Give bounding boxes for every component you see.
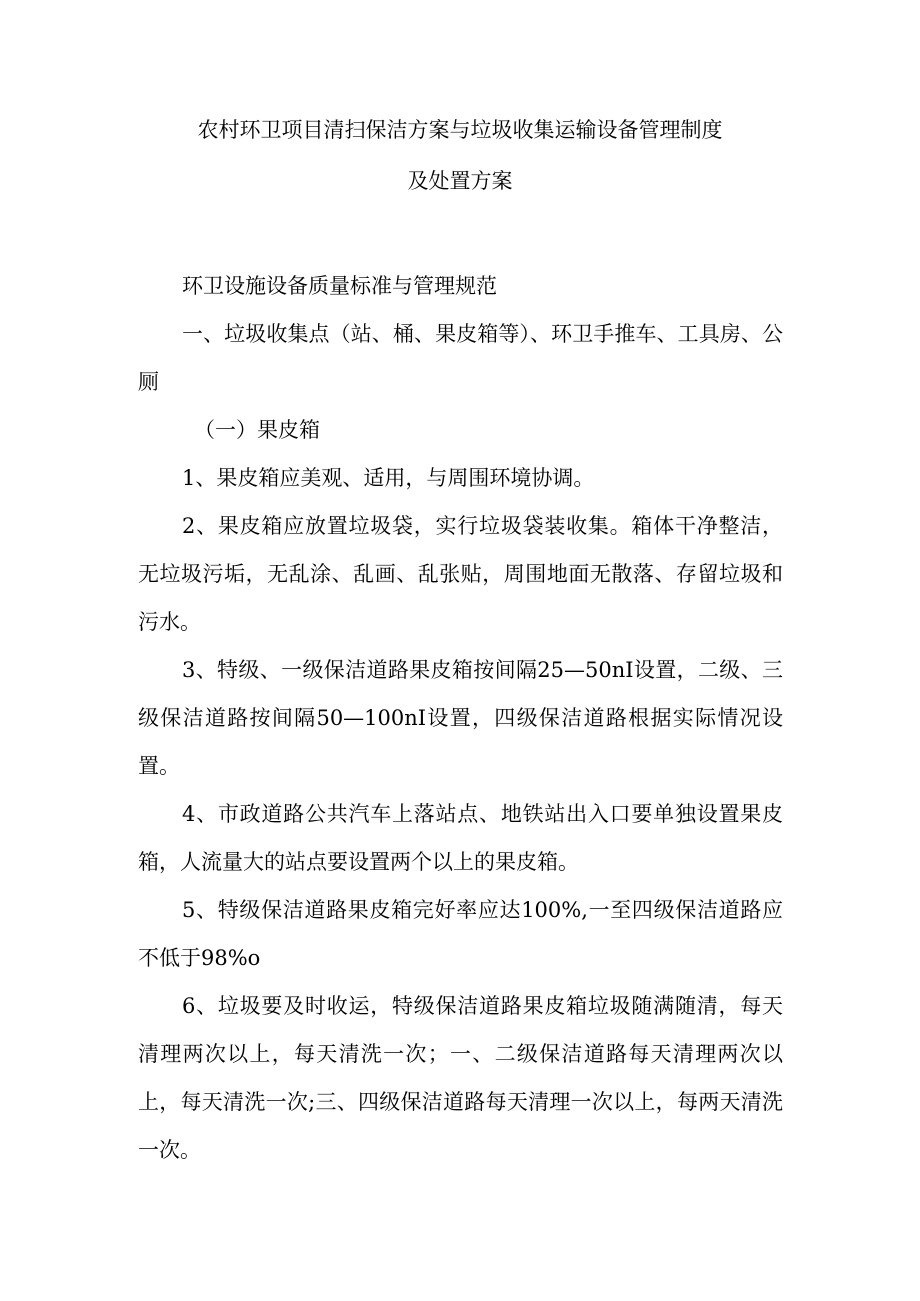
paragraph-item-1: 1、果皮箱应美观、适用，与周围环境协调。 xyxy=(182,466,595,490)
section-heading: 环卫设施设备质量标准与管理规范 xyxy=(182,274,497,298)
paragraph-item-3: 3、特级、一级保洁道路果皮箱按间隔25—50nI设置，二级、三级保洁道路按间隔50—100nI设置，四级保洁道路根据实际情况设置。 xyxy=(138,658,783,778)
part-heading: 一、垃圾收集点（站、桶、果皮箱等）、环卫手推车、工具房、公厕 xyxy=(138,322,783,394)
document-title-line1: 农村环卫项目清扫保洁方案与垃圾收集运输设备管理制度 xyxy=(197,118,723,142)
paragraph-item-6: 6、垃圾要及时收运，特级保洁道路果皮箱垃圾随满随清，每天清理两次以上，每天清洗一次；一、二级保洁道路每天清理两次以上，每天清洗一次;三、四级保洁道路每天清理一次以上，每两天清洗一次。 xyxy=(138,994,783,1162)
paragraph-item-5: 5、特级保洁道路果皮箱完好率应达100%,一至四级保洁道路应不低于98%o xyxy=(138,898,783,970)
paragraph-item-2: 2、果皮箱应放置垃圾袋，实行垃圾袋装收集。箱体干净整洁，无垃圾污垢，无乱涂、乱画、乱张贴，周围地面无散落、存留垃圾和污水。 xyxy=(138,514,783,634)
sub-heading: （一）果皮箱 xyxy=(194,418,320,442)
paragraph-item-4: 4、市政道路公共汽车上落站点、地铁站出入口要单独设置果皮箱，人流量大的站点要设置两个以上的果皮箱。 xyxy=(138,802,783,874)
document-body xyxy=(138,262,783,1174)
document-title-line2: 及处置方案 xyxy=(407,169,513,193)
